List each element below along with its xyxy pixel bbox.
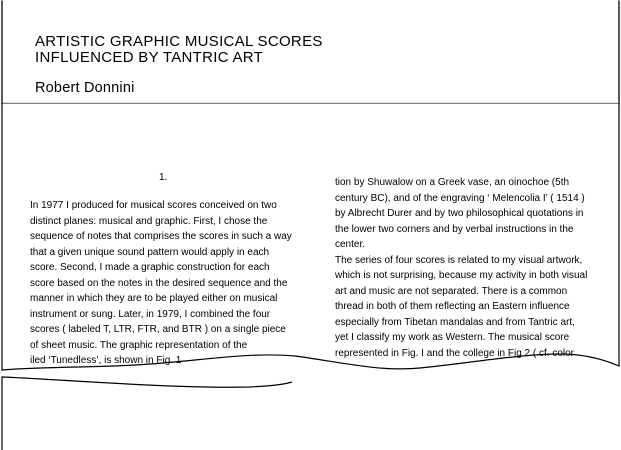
text-line: which is not surprising, because my activity in both visual — [335, 270, 588, 281]
text-line: score based on the notes in the desired sequence and the — [30, 277, 288, 289]
text-line: by Albrecht Durer and by two philosophical quotations in — [335, 208, 584, 219]
text-line: art and music are not separated. There is a common — [335, 285, 568, 297]
text-line: scores ( labeled T, LTR, FTR, and BTR ) on a single piece — [30, 324, 286, 335]
article-title-line-2: INFLUENCED BY TANTRIC ART — [35, 49, 264, 66]
text-line: In 1977 I produced for musical scores conceived on two — [30, 200, 277, 211]
text-line: The series of four scores is related to my visual artwork, — [335, 254, 583, 266]
text-line: yet I classify my work as Western. The musical score — [335, 332, 570, 343]
page-number: 1. — [159, 172, 168, 183]
article-title-line-1: ARTISTIC GRAPHIC MUSICAL SCORES — [35, 33, 323, 50]
right-text-column — [335, 175, 587, 361]
text-line: manner in which they are to be played either on musical — [30, 293, 278, 304]
text-line: iled ‘Tunedless’, is shown in Fig. 1 — [30, 355, 182, 366]
text-line: especially from Tibetan mandalas and from Tantric art, — [335, 316, 575, 328]
article-title — [35, 34, 323, 66]
text-line: distinct planes: musical and graphic. First, I chose the — [30, 215, 268, 227]
text-line: sequence of notes that comprises the scores in such a way — [30, 231, 292, 242]
text-line: the lower two corners and by verbal instructions in the — [335, 223, 574, 235]
text-line: that a given unique sound pattern would apply in each — [30, 246, 270, 258]
text-line: tion by Shuwalow on a Greek vase, an oinochoe (5th — [335, 177, 570, 188]
text-line: century BC), and of the engraving ‘ Melencolia I’ ( 1514 ) — [335, 192, 585, 204]
text-line: thread in both of them reflecting an Eastern influence — [335, 301, 570, 312]
page-bottom-wave — [2, 377, 292, 450]
text-line: center. — [335, 239, 366, 250]
text-line: represented in Fig. I and the college in Fig 2 ( cf. color — [335, 347, 575, 359]
left-text-column — [30, 198, 292, 369]
text-line: instrument or sung. Later, in 1979, I combined the four — [30, 308, 271, 320]
text-line: of sheet music. The graphic representation of the — [30, 339, 248, 351]
text-line: score. Second, I made a graphic construction for each — [30, 262, 270, 273]
article-author: Robert Donnini — [35, 80, 135, 96]
